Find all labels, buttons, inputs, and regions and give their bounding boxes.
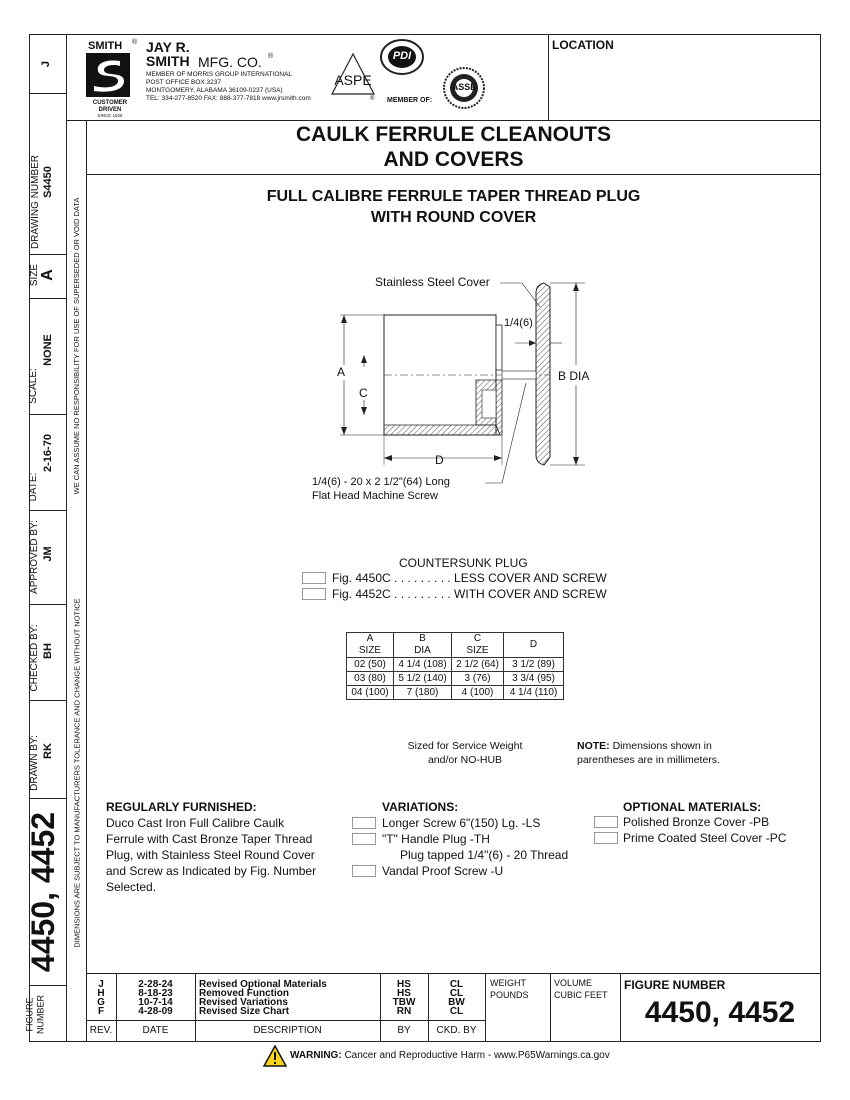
pdi-text: PDI [392, 50, 412, 62]
sidebar-drawing-number-label: DRAWING NUMBER [30, 154, 41, 250]
plug-title: COUNTERSUNK PLUG [399, 556, 528, 570]
header-c: C SIZE [452, 633, 504, 658]
size-table-header-row [347, 633, 564, 658]
aspe-text: ASPE [334, 72, 372, 88]
sidebar-figure-label-1: FIGURE [24, 997, 35, 1032]
warning-triangle-icon [263, 1045, 287, 1067]
header-a: A SIZE [347, 633, 394, 658]
sidebar-approved: JM [42, 546, 54, 562]
table-row: 04 (100) 7 (180) 4 (100) 4 1/4 (110) [347, 686, 564, 700]
slogan-1: CUSTOMER [92, 100, 128, 106]
optional-heading: OPTIONAL MATERIALS: [623, 800, 762, 814]
disclaimer-tolerance: DIMENSIONS ARE SUBJECT TO MANUFACTURERS TOLERANCE AND CHANGE WITHOUT NOTICE [72, 598, 82, 948]
subtitle-line1: FULL CALIBRE FERRULE TAPER THREAD PLUG [266, 188, 641, 205]
registered-mark: ® [132, 39, 138, 46]
col-rev-label: REV. [89, 1025, 113, 1036]
company-logo [86, 53, 130, 97]
warning-text: WARNING: Cancer and Reproductive Harm - www.P65Warnings.ca.gov [290, 1050, 610, 1061]
company-name-1: JAY R. [146, 39, 190, 55]
dim-c-label: C [359, 386, 368, 400]
sized-note-1: Sized for Service Weight [407, 740, 523, 752]
sidebar-date-label: DATE: [28, 472, 39, 502]
header-d: D [504, 633, 564, 658]
company-name-3: MFG. CO. [198, 54, 262, 70]
plug-option-4450c-checkbox[interactable] [302, 572, 326, 584]
aspe-logo [330, 52, 376, 98]
slogan-2: DRIVEN [98, 107, 122, 113]
screw-label-1: 1/4(6) - 20 x 2 1/2"(64) Long [312, 476, 450, 488]
member-of-label: MEMBER OF: [387, 97, 433, 104]
variation-th-checkbox[interactable] [352, 833, 376, 845]
company-city: MONTGOMERY, ALABAMA 36109-0237 (USA) [146, 87, 283, 94]
dimension-note-2: parentheses are in millimeters. [577, 754, 720, 766]
dim-a-label: A [337, 365, 346, 379]
brand-smith: SMITH [88, 40, 123, 52]
dim-b-label: B DIA [558, 369, 590, 383]
col-by-label: BY [397, 1025, 411, 1036]
table-row: 03 (80) 5 1/2 (140) 3 (76) 3 3/4 (95) [347, 672, 564, 686]
col-desc-label: DESCRIPTION [253, 1025, 322, 1036]
volume-label-1: VOLUME [554, 978, 593, 988]
sidebar-approved-label: APPROVED BY: [29, 520, 40, 594]
company-name-2: SMITH [146, 53, 190, 69]
figure-number: 4450, 4452 [644, 996, 796, 1029]
sidebar-drawn: RK [42, 743, 54, 759]
location-label: LOCATION [552, 38, 614, 52]
rev-by: HS HS TBW RN [392, 979, 416, 1017]
subtitle-line2: WITH ROUND COVER [370, 209, 537, 226]
sidebar-scale: NONE [42, 334, 54, 366]
variation-ls-checkbox[interactable] [352, 817, 376, 829]
dim-quarter-label: 1/4(6) [504, 317, 533, 329]
furnished-heading: REGULARLY FURNISHED: [106, 800, 257, 814]
header-b: B DIA [394, 633, 452, 658]
sidebar-drawn-label: DRAWN BY: [29, 735, 40, 791]
sized-note-2: and/or NO-HUB [427, 754, 503, 766]
sidebar-rev-letter: J [40, 60, 52, 68]
sidebar-divider [66, 34, 67, 1042]
dimension-note-1: NOTE: Dimensions shown in [577, 740, 712, 752]
optional-pb-checkbox[interactable] [594, 816, 618, 828]
optional-pc: Prime Coated Steel Cover -PC [623, 831, 787, 845]
company-member-line: MEMBER OF MORRIS GROUP INTERNATIONAL [146, 71, 293, 78]
weight-label-1: WEIGHT [490, 978, 526, 988]
sidebar-date: 2-16-70 [42, 434, 54, 472]
company-contact: TEL: 334-277-8520 FAX: 888-377-7818 www.jrsmith.com [146, 95, 311, 102]
rev-ckd: CL CL BW CL [448, 979, 465, 1017]
company-po-box: POST OFFICE BOX 3237 [146, 79, 222, 86]
sidebar-figure-number: 4450, 4452 [25, 811, 61, 973]
sidebar-checked: BH [42, 643, 54, 659]
table-row: 02 (50) 4 1/4 (108) 2 1/2 (64) 3 1/2 (89) [347, 658, 564, 672]
variation-th: "T" Handle Plug -TH [382, 832, 490, 846]
furnished-text: Duco Cast Iron Full Calibre Caulk Ferrule with Cast Bronze Taper Thread Plug, with Stainless Steel Round Cover and Screw as Indicated by Fig. Number Selected. [106, 816, 317, 894]
weight-label-2: POUNDS [490, 990, 529, 1000]
rev-descriptions: Revised Optional Materials Removed Function Revised Variations Revised Size Chart [199, 979, 327, 1017]
variation-ls: Longer Screw 6"(150) Lg. -LS [382, 816, 541, 830]
sidebar-size-label: SIZE [29, 263, 40, 287]
plug-option-4452c: Fig. 4452C . . . . . . . . . WITH COVER AND SCREW [332, 587, 607, 601]
cover-label: Stainless Steel Cover [375, 275, 490, 289]
variations-heading: VARIATIONS: [382, 800, 459, 814]
disclaimer-divider [86, 120, 87, 973]
main-title-line1: CAULK FERRULE CLEANOUTS [296, 123, 611, 146]
main-title-line2: AND COVERS [383, 148, 524, 171]
slogan-3: SINCE 1926 [97, 113, 123, 118]
variation-u: Vandal Proof Screw -U [382, 864, 504, 878]
rev-dates: 2-28-24 8-18-23 10-7-14 4-28-09 [138, 979, 173, 1017]
figure-number-label: FIGURE NUMBER [624, 978, 726, 992]
sidebar-size: A [39, 269, 56, 281]
volume-label-2: CUBIC FEET [554, 990, 608, 1000]
optional-pc-checkbox[interactable] [594, 832, 618, 844]
dim-d-label: D [435, 453, 444, 467]
sidebar-checked-label: CHECKED BY: [29, 624, 40, 692]
plug-option-4452c-checkbox[interactable] [302, 588, 326, 600]
optional-pb: Polished Bronze Cover -PB [623, 815, 770, 829]
col-date-label: DATE [142, 1025, 169, 1036]
disclaimer-superseded: WE CAN ASSUME NO RESPONSIBILITY FOR USE OF SUPERSEDED OR VOID DATA [72, 197, 81, 495]
pdi-logo [379, 37, 425, 77]
sidebar-drawing-number: S4450 [42, 166, 54, 198]
variation-tapped: Plug tapped 1/4"(6) - 20 Thread [400, 848, 569, 862]
plug-option-4450c: Fig. 4450C . . . . . . . . . LESS COVER AND SCREW [332, 571, 607, 585]
size-table [346, 632, 564, 700]
sidebar-figure-label-2: NUMBER [35, 995, 46, 1035]
col-ckd-label: CKD. BY [436, 1025, 477, 1036]
logo-s-icon [86, 53, 130, 97]
sidebar-scale-label: SCALE: [28, 368, 39, 404]
asse-logo [442, 66, 486, 110]
variation-u-checkbox[interactable] [352, 865, 376, 877]
rev-letters: J H G F [97, 979, 105, 1017]
asse-text: ASSE [451, 82, 477, 92]
screw-label-2: Flat Head Machine Screw [312, 490, 438, 502]
